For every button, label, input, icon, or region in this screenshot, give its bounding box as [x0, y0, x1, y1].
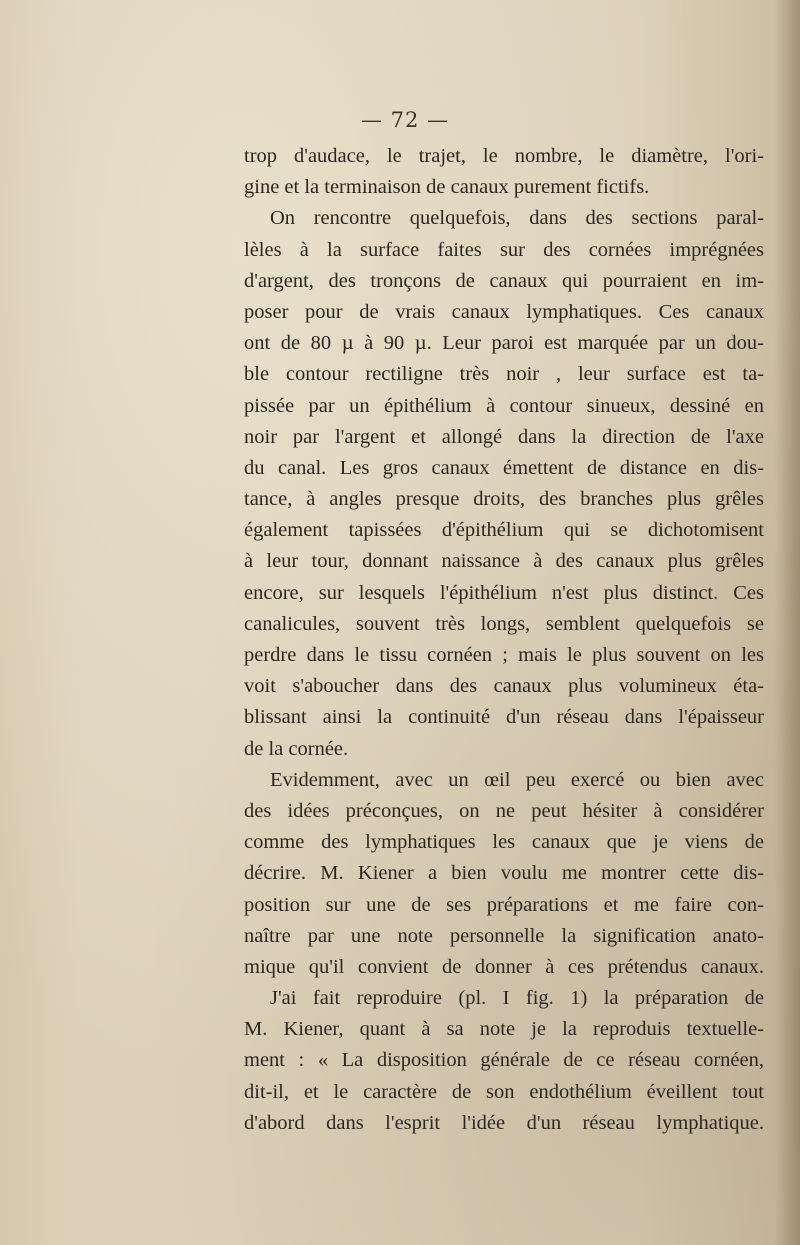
text-line: noir par l'argent et allongé dans la direction de l'axe [244, 425, 764, 448]
text-line: M. Kiener, quant à sa note je la reproduis textuelle- [244, 1018, 764, 1041]
text-line: naître par une note personnelle la signification anato- [244, 924, 764, 947]
text-line: des idées préconçues, on ne peut hésiter à considérer [244, 799, 764, 822]
text-line: comme des lymphatiques les canaux que je viens de [244, 831, 764, 854]
text-line: de la cornée. [244, 737, 349, 760]
text-line: encore, sur lesquels l'épithélium n'est plus distinct. Ces [244, 581, 764, 604]
text-line: dit-il, et le caractère de son endothélium éveillent tout [244, 1080, 764, 1103]
text-line: trop d'audace, le trajet, le nombre, le diamètre, l'ori- [244, 145, 764, 167]
text-line: blissant ainsi la continuité d'un réseau dans l'épaisseur [244, 706, 764, 729]
text-line: position sur une de ses préparations et me faire con- [244, 893, 764, 916]
text-line: J'ai fait reproduire (pl. I fig. 1) la préparation de [270, 987, 764, 1010]
text-line: ont de 80 µ à 90 µ. Leur paroi est marquée par un dou- [244, 332, 764, 355]
text-line: ble contour rectiligne très noir , leur surface est ta- [244, 363, 764, 386]
text-line: d'abord dans l'esprit l'idée d'un réseau lymphatique. [244, 1111, 764, 1134]
text-line: voit s'aboucher dans des canaux plus volumineux éta- [244, 675, 764, 698]
text-line: perdre dans le tissu cornéen ; mais le plus souvent on les [244, 644, 764, 666]
text-line: d'argent, des tronçons de canaux qui pourraient en im- [244, 269, 764, 292]
text-line: ment : « La disposition générale de ce réseau cornéen, [244, 1049, 764, 1072]
text-line: à leur tour, donnant naissance à des canaux plus grêles [244, 550, 764, 573]
text-line: gine et la terminaison de canaux purement fictifs. [244, 176, 650, 199]
text-line: poser pour de vrais canaux lymphatiques. Ces canaux [244, 300, 764, 323]
text-line: lèles à la surface faites sur des cornées imprégnées [244, 238, 764, 261]
text-line: pissée par un épithélium à contour sinueux, dessiné en [244, 394, 764, 417]
text-line: également tapissées d'épithélium qui se dichotomisent [244, 519, 764, 542]
text-line: canalicules, souvent très longs, semblent quelquefois se [244, 612, 764, 635]
body-text [244, 141, 764, 1139]
page-edge-shadow [774, 0, 800, 1245]
text-line: tance, à angles presque droits, des branches plus grêles [244, 488, 764, 511]
text-line: décrire. M. Kiener a bien voulu me montrer cette dis- [244, 862, 764, 885]
text-line: du canal. Les gros canaux émettent de distance en dis- [244, 456, 764, 479]
page-number: — 72 — [360, 108, 450, 132]
text-line: Evidemment, avec un œil peu exercé ou bien avec [270, 768, 764, 791]
text-line: On rencontre quelquefois, dans des sections paral- [270, 207, 764, 230]
text-line: mique qu'il convient de donner à ces prétendus canaux. [244, 955, 764, 978]
